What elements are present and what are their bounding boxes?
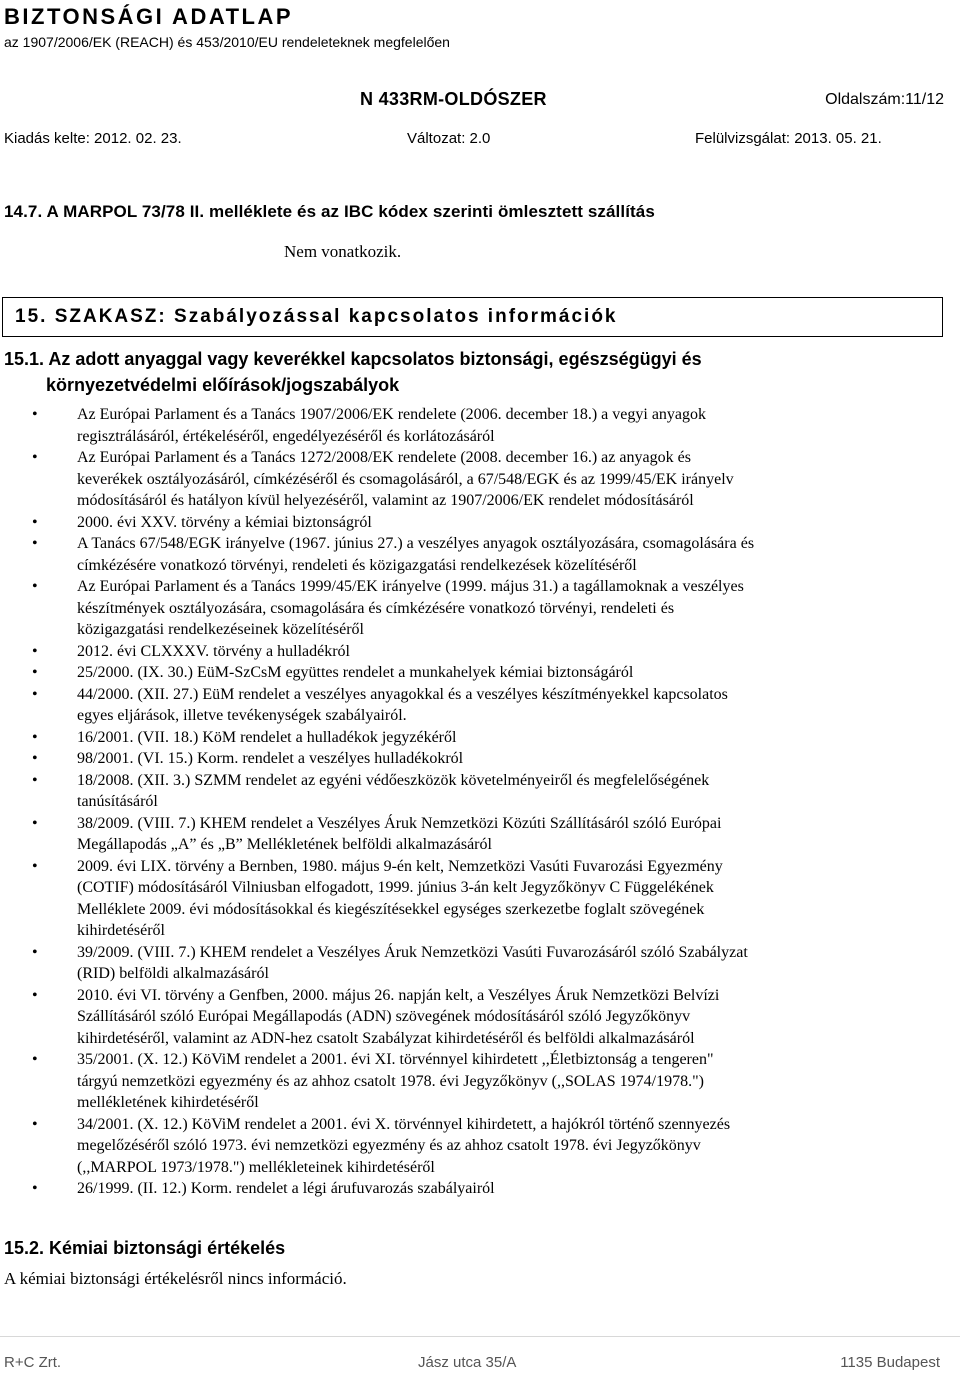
- list-item-line: egyes eljárások, illetve tevékenységek szabályairól.: [77, 707, 407, 724]
- list-item-line: 98/2001. (VI. 15.) Korm. rendelet a veszélyes hulladékokról: [77, 750, 464, 767]
- bullet-icon: •: [32, 857, 38, 875]
- list-item-line: (COTIF) módosításáról Vilniusban elfogadott, 1999. június 3-án kelt Jegyzőkönyv C Függelékének: [77, 879, 714, 896]
- product-name: N 433RM-OLDÓSZER: [360, 89, 547, 109]
- list-item-line: kihirdetéséről, valamint az ADN-hez csatolt Szabályzat kihirdetéséről és belföldi alkalmazásáról: [77, 1029, 695, 1047]
- list-item: [0, 770, 960, 813]
- bullet-icon: •: [32, 406, 38, 423]
- doc-subtitle: az 1907/2006/EK (REACH) és 453/2010/EU rendeleteknek megfelelően: [4, 34, 450, 50]
- list-item: [0, 727, 960, 749]
- list-item: [0, 404, 960, 447]
- list-item-line: Az Európai Parlament és a Tanács 1999/45/EK irányelve (1999. május 31.) a tagállamoknak a veszélyes: [77, 578, 744, 595]
- page-number: Oldalszám:11/12: [825, 91, 944, 108]
- subsection-15-2-heading: 15.2. Kémiai biztonsági értékelés: [4, 1238, 286, 1258]
- bullet-icon: •: [32, 513, 38, 531]
- list-item-line: megelőzéséről szóló 1973. évi nemzetközi egyezmény és az ahhoz csatolt 1978. évi Jegyzőkönyv: [77, 1137, 701, 1154]
- list-item-line: 18/2008. (XII. 3.) SZMM rendelet az egyéni védőeszközök követelményeiről és megfelelőségének: [77, 771, 710, 789]
- list-item-line: címkézésére vonatkozó törvényi, rendeleti és közigazgatási rendelkezések közelítéséről: [77, 556, 637, 574]
- list-item: [0, 856, 960, 942]
- list-item-line: (RID) belföldi alkalmazásáról: [77, 965, 269, 982]
- section-14-7-body: Nem vonatkozik.: [284, 242, 402, 261]
- list-item-line: Megállapodás „A” és „B” Mellékletének belföldi alkalmazásáról: [77, 836, 492, 853]
- list-item: [0, 447, 960, 512]
- list-item: [0, 684, 960, 727]
- bullet-icon: •: [32, 664, 38, 681]
- section-15-box: [2, 297, 943, 337]
- list-item-line: mellékletének kihirdetéséről: [77, 1094, 259, 1111]
- version: Változat: 2.0: [407, 130, 491, 147]
- list-item: [0, 1178, 960, 1200]
- bullet-icon: •: [32, 642, 38, 660]
- regulation-list: [0, 404, 960, 1200]
- list-item-line: 38/2009. (VIII. 7.) KHEM rendelet a Veszélyes Áruk Nemzetközi Közúti Szállításáról szóló Európai: [77, 814, 722, 832]
- bullet-icon: •: [32, 728, 38, 746]
- list-item: [0, 942, 960, 985]
- bullet-icon: •: [32, 449, 38, 466]
- subsection-15-1-heading: [4, 346, 904, 398]
- list-item-line: 2010. évi VI. törvény a Genfben, 2000. május 26. napján kelt, a Veszélyes Áruk Nemzetközi Belvízi: [77, 986, 720, 1004]
- list-item-line: 2000. évi XXV. törvény a kémiai biztonságról: [77, 513, 372, 531]
- list-item: [0, 813, 960, 856]
- list-item: [0, 641, 960, 663]
- doc-title: BIZTONSÁGI ADATLAP: [4, 4, 294, 29]
- footer-company: R+C Zrt.: [4, 1354, 62, 1371]
- list-item-line: keverékek osztályozásáról, címkézéséről és csomagolásáról, a 67/548/EGK és az 1999/45/EK irányelv: [77, 470, 734, 488]
- list-item-line: 35/2001. (X. 12.) KöViM rendelet a 2001. évi XI. törvénnyel kihirdetett ,,Életbiztonság a tengeren": [77, 1051, 714, 1068]
- list-item-line: Szállításáról szóló Európai Megállapodás (ADN) szövegének módosításáról szóló Jegyzőkönyv: [77, 1008, 691, 1025]
- list-item: [0, 1049, 960, 1114]
- list-item-line: 34/2001. (X. 12.) KöViM rendelet a 2001. évi X. törvénnyel kihirdetett, a hajókról történő szennyezés: [77, 1115, 731, 1133]
- list-item-line: 44/2000. (XII. 27.) EüM rendelet a veszélyes anyagokkal és a veszélyes készítményekkel kapcsolatos: [77, 685, 728, 703]
- bullet-icon: •: [32, 578, 38, 595]
- list-item-line: módosításáról és hatályon kívül helyezéséről, valamint az 1907/2006/EK rendelet módosításáról: [77, 492, 694, 509]
- subsection-15-2-body: A kémiai biztonsági értékelésről nincs információ.: [4, 1269, 347, 1288]
- list-item-line: közigazgatási rendelkezéseinek közelítéséről: [77, 621, 364, 638]
- list-item: [0, 533, 960, 576]
- list-item: [0, 985, 960, 1050]
- list-item: [0, 748, 960, 770]
- bullet-icon: •: [32, 535, 38, 552]
- bullet-icon: •: [32, 685, 38, 703]
- list-item: [0, 576, 960, 641]
- list-item-line: Az Európai Parlament és a Tanács 1272/2008/EK rendelete (2008. december 16.) az anyagok és: [77, 449, 691, 466]
- list-item-line: tanúsításáról: [77, 793, 158, 810]
- list-item: [0, 662, 960, 684]
- list-item-line: regisztrálásáról, értékeléséről, engedélyezéséről és korlátozásáról: [77, 427, 495, 445]
- list-item-line: 16/2001. (VII. 18.) KöM rendelet a hulladékok jegyzékéről: [77, 728, 457, 746]
- footer-city: 1135 Budapest: [840, 1354, 940, 1371]
- list-item-line: 2009. évi LIX. törvény a Bernben, 1980. május 9-én kelt, Nemzetközi Vasúti Fuvarozási Egyezmény: [77, 857, 723, 875]
- bullet-icon: •: [32, 750, 38, 767]
- bullet-icon: •: [32, 1180, 38, 1197]
- bullet-icon: •: [32, 943, 38, 961]
- list-item-line: Melléklete 2009. évi módosításokkal és kiegészítésekkel egységes szerkezetbe foglalt szövegének: [77, 900, 705, 918]
- issue-date: Kiadás kelte: 2012. 02. 23.: [4, 130, 182, 147]
- revision-date: Felülvizsgálat: 2013. 05. 21.: [695, 130, 882, 147]
- subsection-15-1-heading-line1: 15.1. Az adott anyaggal vagy keverékkel kapcsolatos biztonsági, egészségügyi és: [4, 349, 702, 369]
- list-item-line: Az Európai Parlament és a Tanács 1907/2006/EK rendelete (2006. december 18.) a vegyi anyagok: [77, 406, 707, 423]
- footer-divider: [0, 1336, 960, 1337]
- footer-address: Jász utca 35/A: [418, 1354, 517, 1371]
- bullet-icon: •: [32, 771, 38, 789]
- list-item: [0, 512, 960, 534]
- bullet-icon: •: [32, 1051, 38, 1068]
- list-item-line: 25/2000. (IX. 30.) EüM-SzCsM együttes rendelet a munkahelyek kémiai biztonságáról: [77, 664, 634, 681]
- list-item-line: kihirdetéséről: [77, 922, 165, 939]
- list-item-line: készítmények osztályozására, csomagolására és címkézésére vonatkozó törvényi, rendeleti és: [77, 599, 675, 617]
- list-item-line: 39/2009. (VIII. 7.) KHEM rendelet a Veszélyes Áruk Nemzetközi Vasúti Fuvarozásáról szóló Szabályzat: [77, 943, 748, 961]
- bullet-icon: •: [32, 986, 38, 1004]
- list-item-line: A Tanács 67/548/EGK irányelve (1967. június 27.) a veszélyes anyagok osztályozására, csomagolására és: [77, 535, 755, 552]
- section-14-7-heading: 14.7. A MARPOL 73/78 II. melléklete és az IBC kódex szerinti ömlesztett szállítás: [4, 202, 655, 221]
- list-item-line: (,,MARPOL 1973/1978.") mellékleteinek kihirdetéséről: [77, 1158, 435, 1176]
- list-item: [0, 1114, 960, 1179]
- bullet-icon: •: [32, 1115, 38, 1133]
- list-item-line: tárgyú nemzetközi egyezmény és az ahhoz csatolt 1978. évi Jegyzőkönyv (,,SOLAS 1974/1978."): [77, 1072, 704, 1090]
- bullet-icon: •: [32, 814, 38, 832]
- list-item-line: 2012. évi CLXXXV. törvény a hulladékról: [77, 642, 350, 660]
- section-15-title: 15. SZAKASZ: Szabályozással kapcsolatos információk: [15, 306, 618, 327]
- subsection-15-1-heading-line2: környezetvédelmi előírások/jogszabályok: [46, 375, 400, 395]
- list-item-line: 26/1999. (II. 12.) Korm. rendelet a légi árufuvarozás szabályairól: [77, 1180, 495, 1197]
